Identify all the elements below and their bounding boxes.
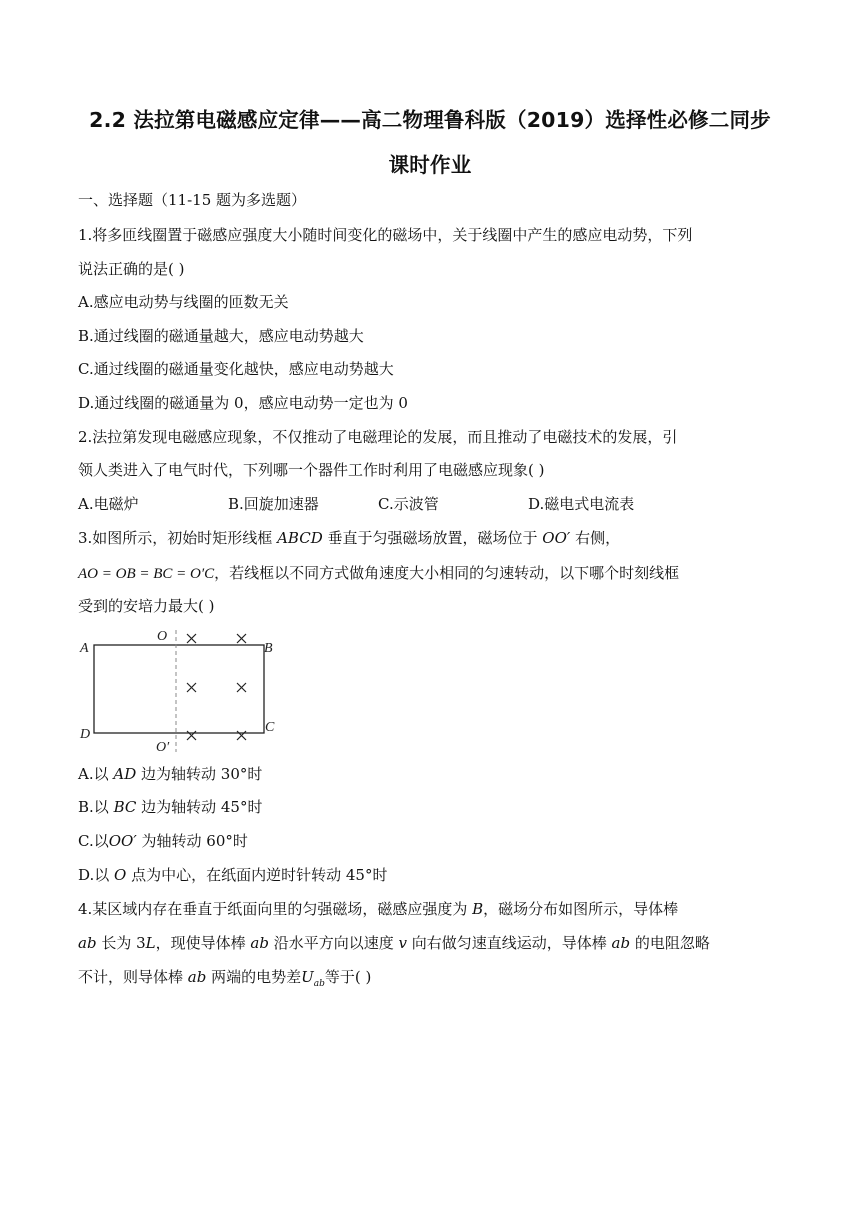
cross-mark: [187, 634, 196, 643]
label-o-prime: O′: [156, 740, 170, 755]
q4-u-var: U: [301, 968, 314, 986]
cross-mark: [237, 634, 246, 643]
q4-v-var: v: [398, 934, 407, 952]
q4-stem-line-2: [78, 933, 710, 953]
magnetic-field-cross-marks: [187, 634, 246, 740]
document-title-line-2: 课时作业: [388, 153, 472, 177]
label-b: B: [264, 641, 273, 656]
q3-option-b-var: BC: [113, 798, 137, 816]
cross-mark: [187, 683, 196, 692]
q3-stem-text: 右侧，: [570, 529, 621, 547]
label-c: C: [265, 720, 275, 735]
q4-stem-text: 4.某区域内存在垂直于纸面向里的匀强磁场，磁感应强度为: [78, 900, 473, 918]
label-o: O: [157, 629, 168, 644]
cross-mark: [237, 683, 246, 692]
q4-stem-text: 等于( ): [324, 968, 372, 986]
q1-option-b: B.通过线圈的磁通量越大，感应电动势越大: [78, 327, 364, 345]
q3-option-c-var: OO′: [108, 832, 137, 850]
q4-stem-line-1: [78, 899, 678, 919]
q4-ab-var: ab: [187, 968, 207, 986]
section-heading: 一、选择题（11-15 题为多选题）: [78, 191, 307, 209]
q3-stem-text: 垂直于匀强磁场放置，磁场位于: [322, 529, 543, 547]
q4-stem-text: ，磁场分布如图所示，导体棒: [483, 900, 679, 918]
q3-figure: [76, 626, 286, 756]
q2-option-b: B.回旋加速器: [228, 495, 319, 513]
q4-u-subscript: ab: [313, 979, 325, 989]
label-d: D: [80, 727, 91, 742]
q3-stem-line-1: [78, 528, 620, 548]
cross-mark: [237, 731, 246, 740]
q3-option-a-text: A.以: [78, 765, 114, 783]
q3-option-a-text: 边为轴转动 30°时: [136, 765, 263, 783]
q4-stem-text: 向右做匀速直线运动，导体棒: [406, 934, 612, 952]
q3-stem-line-2: [78, 563, 679, 584]
q4-stem-text: 不计，则导体棒: [78, 968, 188, 986]
q3-equation: AO = OB = BC = O′C: [78, 566, 215, 582]
q4-b-var: B: [472, 900, 484, 918]
q3-stem-text: ，若线框以不同方式做角速度大小相同的匀速转动，以下哪个时刻线框: [214, 564, 680, 582]
q3-stem-text: 3.如图所示，初始时矩形线框: [78, 529, 278, 547]
q4-ab-var: ab: [611, 934, 631, 952]
q4-stem-text: 沿水平方向以速度: [268, 934, 399, 952]
q3-abcd-var: ABCD: [277, 529, 323, 547]
q4-stem-line-3: [78, 967, 371, 990]
q4-ab-var: ab: [250, 934, 269, 952]
q3-oo-var: OO′: [542, 529, 571, 547]
q3-option-a-var: AD: [113, 765, 137, 783]
q3-option-c: [78, 831, 248, 851]
q4-stem-text: 的电阻忽略: [630, 934, 710, 952]
q3-stem-line-3: 受到的安培力最大( ): [78, 597, 215, 615]
q3-option-b-text: B.以: [78, 798, 114, 816]
q1-stem-line-2: 说法正确的是( ): [78, 260, 185, 278]
q2-option-c: C.示波管: [378, 495, 439, 513]
q3-option-d-var: O: [114, 866, 127, 884]
q2-option-d: D.磁电式电流表: [528, 495, 635, 513]
q4-stem-text: ，现使导体棒: [155, 934, 251, 952]
q3-option-c-text: C.以: [78, 832, 109, 850]
q3-option-a: [78, 764, 262, 784]
q4-stem-text: 两端的电势差: [206, 968, 302, 986]
cross-mark: [187, 731, 196, 740]
q4-ab-var: ab: [78, 934, 97, 952]
label-a: A: [80, 641, 89, 656]
q3-option-b-text: 边为轴转动 45°时: [136, 798, 263, 816]
q3-option-b: [78, 797, 262, 817]
q3-option-d-text: D.以: [78, 866, 115, 884]
q3-option-c-text: 为轴转动 60°时: [136, 832, 248, 850]
q1-option-a: A.感应电动势与线圈的匝数无关: [78, 293, 289, 311]
q4-l-var: L: [145, 934, 156, 952]
document-title-line-1: 2.2 法拉第电磁感应定律——高二物理鲁科版（2019）选择性必修二同步: [89, 108, 771, 132]
rectangular-coil: [94, 645, 264, 733]
q2-stem-line-1: 2.法拉第发现电磁感应现象，不仅推动了电磁理论的发展，而且推动了电磁技术的发展，引: [78, 428, 678, 446]
q3-option-d: [78, 865, 387, 885]
q2-option-a: A.电磁炉: [78, 495, 139, 513]
q4-stem-text: 长为 3: [96, 934, 146, 952]
q1-option-d: D.通过线圈的磁通量为 0，感应电动势一定也为 0: [78, 394, 408, 412]
q3-option-d-text: 点为中心，在纸面内逆时针转动 45°时: [126, 866, 388, 884]
q2-stem-line-2: 领人类进入了电气时代，下列哪一个器件工作时利用了电磁感应现象( ): [78, 461, 545, 479]
q1-option-c: C.通过线圈的磁通量变化越快，感应电动势越大: [78, 360, 394, 378]
q1-stem-line-1: 1.将多匝线圈置于磁感应强度大小随时间变化的磁场中，关于线圈中产生的感应电动势，下列: [78, 226, 693, 244]
